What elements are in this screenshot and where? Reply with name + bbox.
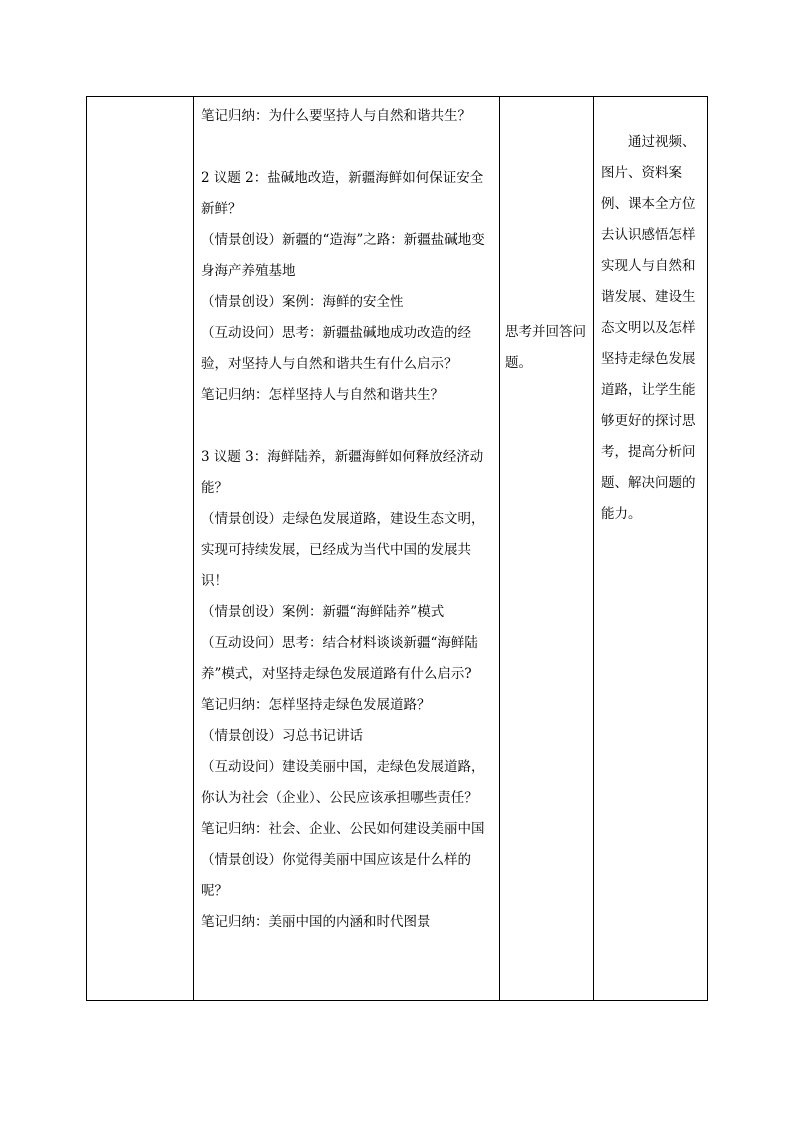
content-paragraph: 笔记归纳：社会、企业、公民如何建设美丽中国 [201, 821, 485, 837]
content-paragraph: 笔记归纳：为什么要坚持人与自然和谐共生？ [201, 108, 471, 124]
content-paragraph: （互动设问）建设美丽中国，走绿色发展道路，你认为社会（企业）、公民应该承担哪些责任？ [201, 759, 485, 806]
content-paragraph: 笔记归纳：怎样坚持人与自然和谐共生？ [201, 387, 444, 403]
student-activity-text: 思考并回答问题。 [505, 324, 586, 371]
design-intent-text: 通过视频、图片、资料案例、课本全方位去认识感悟怎样实现人与自然和谐发展、建设生态文明以及怎样坚持走绿色发展道路，让学生能够更好的探讨思考，提高分析问题、解决问题的能力。 [601, 134, 696, 522]
design-intent-cell [594, 97, 708, 1001]
content-paragraph: （互动设问）思考：结合材料谈谈新疆“海鲜陆养”模式，对坚持走绿色发展道路有什么启示? [201, 635, 478, 682]
content-paragraph: 3 议题 3：海鲜陆养，新疆海鲜如何释放经济动能？ [201, 449, 484, 496]
paragraph-gap [201, 411, 493, 442]
content-paragraph: （情景创设）你觉得美丽中国应该是什么样的呢？ [201, 852, 471, 899]
paragraph-gap [201, 132, 493, 163]
teaching-content-cell [194, 97, 500, 1001]
content-paragraph: （情景创设）案例：新疆“海鲜陆养”模式 [201, 604, 445, 620]
content-paragraph: （情景创设）新疆的“造海”之路：新疆盐碱地变身海产养殖基地 [201, 232, 485, 279]
content-paragraph: （情景创设）习总书记讲话 [201, 728, 363, 744]
stage-cell [87, 97, 194, 1001]
content-paragraph: （互动设问）思考：新疆盐碱地成功改造的经验，对坚持人与自然和谐共生有什么启示？ [201, 325, 471, 372]
student-activity-cell [500, 97, 594, 1001]
content-paragraph: （情景创设）走绿色发展道路，建设生态文明，实现可持续发展，已经成为当代中国的发展共识！ [201, 511, 485, 589]
content-paragraph: （情景创设）案例：海鲜的安全性 [201, 294, 404, 310]
content-paragraph: 笔记归纳：美丽中国的内涵和时代图景 [201, 914, 431, 930]
table-row [87, 97, 708, 1001]
teaching-content [194, 97, 499, 938]
lesson-plan-table [86, 96, 708, 1001]
content-paragraph: 2 议题 2：盐碱地改造，新疆海鲜如何保证安全新鲜？ [201, 170, 484, 217]
content-paragraph: 笔记归纳：怎样坚持走绿色发展道路？ [201, 697, 431, 713]
